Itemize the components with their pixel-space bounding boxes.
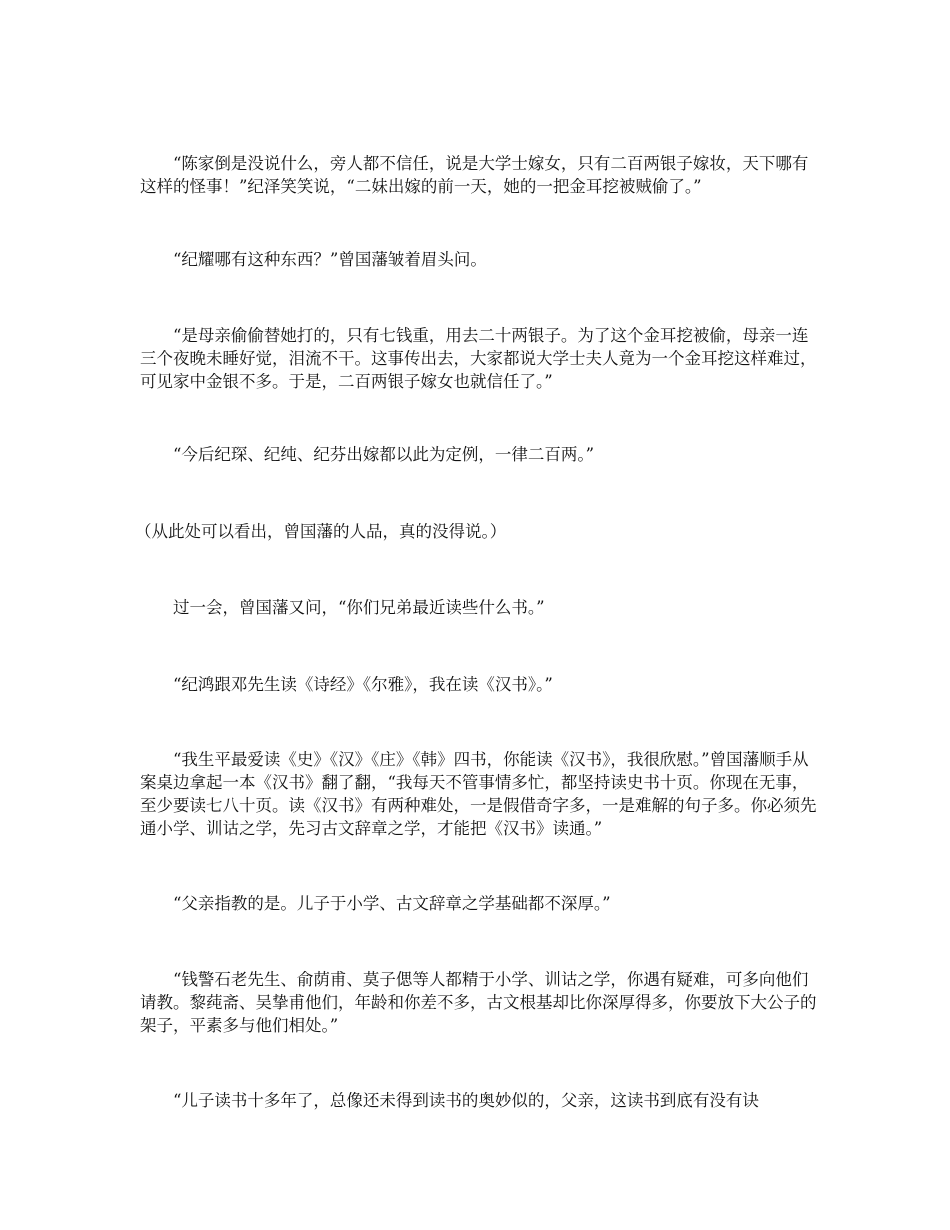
paragraph-9: “父亲指教的是。儿子于小学、古文辞章之学基础都不深厚。”	[140, 894, 611, 913]
paragraph-8: “我生平最爱读《史》《汉》《庄》《韩》四书，你能读《汉书》，我很欣慰。”曾国藩顺手从案桌边拿起一本《汉书》翻了翻，“我每天不管事情多忙，都坚持读史书十页。你现在无事，至少要读七八十页。读《汉书》有两种难处，一是假借奇字多，一是难解的句子多。你必须先通小学、训诂之学，先习古文辞章之学，才能把《汉书》读通。”	[140, 750, 817, 838]
paragraph-2: “纪耀哪有这种东西？”曾国藩皱着眉头问。	[140, 250, 487, 269]
paragraph-1: “陈家倒是没说什么，旁人都不信任，说是大学士嫁女，只有二百两银子嫁妆，天下哪有这样的怪事！”纪泽笑笑说，“二妹出嫁的前一天，她的一把金耳挖被贼偷了。”	[140, 154, 809, 196]
paragraph-3: “是母亲偷偷替她打的，只有七钱重，用去二十两银子。为了这个金耳挖被偷，母亲一连三个夜晚未睡好觉，泪流不干。这事传出去，大家都说大学士夫人竟为一个金耳挖这样难过，可见家中金银不多。于是，二百两银子嫁女也就信任了。”	[140, 326, 817, 391]
paragraph-10: “钱警石老先生、俞荫甫、莫子偲等人都精于小学、训诂之学，你遇有疑难，可多向他们请教。黎莼斋、吴挚甫他们，年龄和你差不多，古文根基却比你深厚得多，你要放下大公子的架子，平素多与他们相处。”	[140, 970, 817, 1035]
paragraph-11: “儿子读书十多年了，总像还未得到读书的奥妙似的，父亲，这读书到底有没有诀	[140, 1091, 759, 1110]
paragraph-5: （从此处可以看出，曾国藩的人品，真的没得说。）	[135, 522, 507, 541]
paragraph-4: “今后纪琛、纪纯、纪芬出嫁都以此为定例，一律二百两。”	[140, 445, 595, 464]
paragraph-6: 过一会，曾国藩又问，“你们兄弟最近读些什么书。”	[140, 598, 545, 617]
paragraph-7: “纪鸿跟邓先生读《诗经》《尔雅》，我在读《汉书》。”	[140, 675, 553, 694]
